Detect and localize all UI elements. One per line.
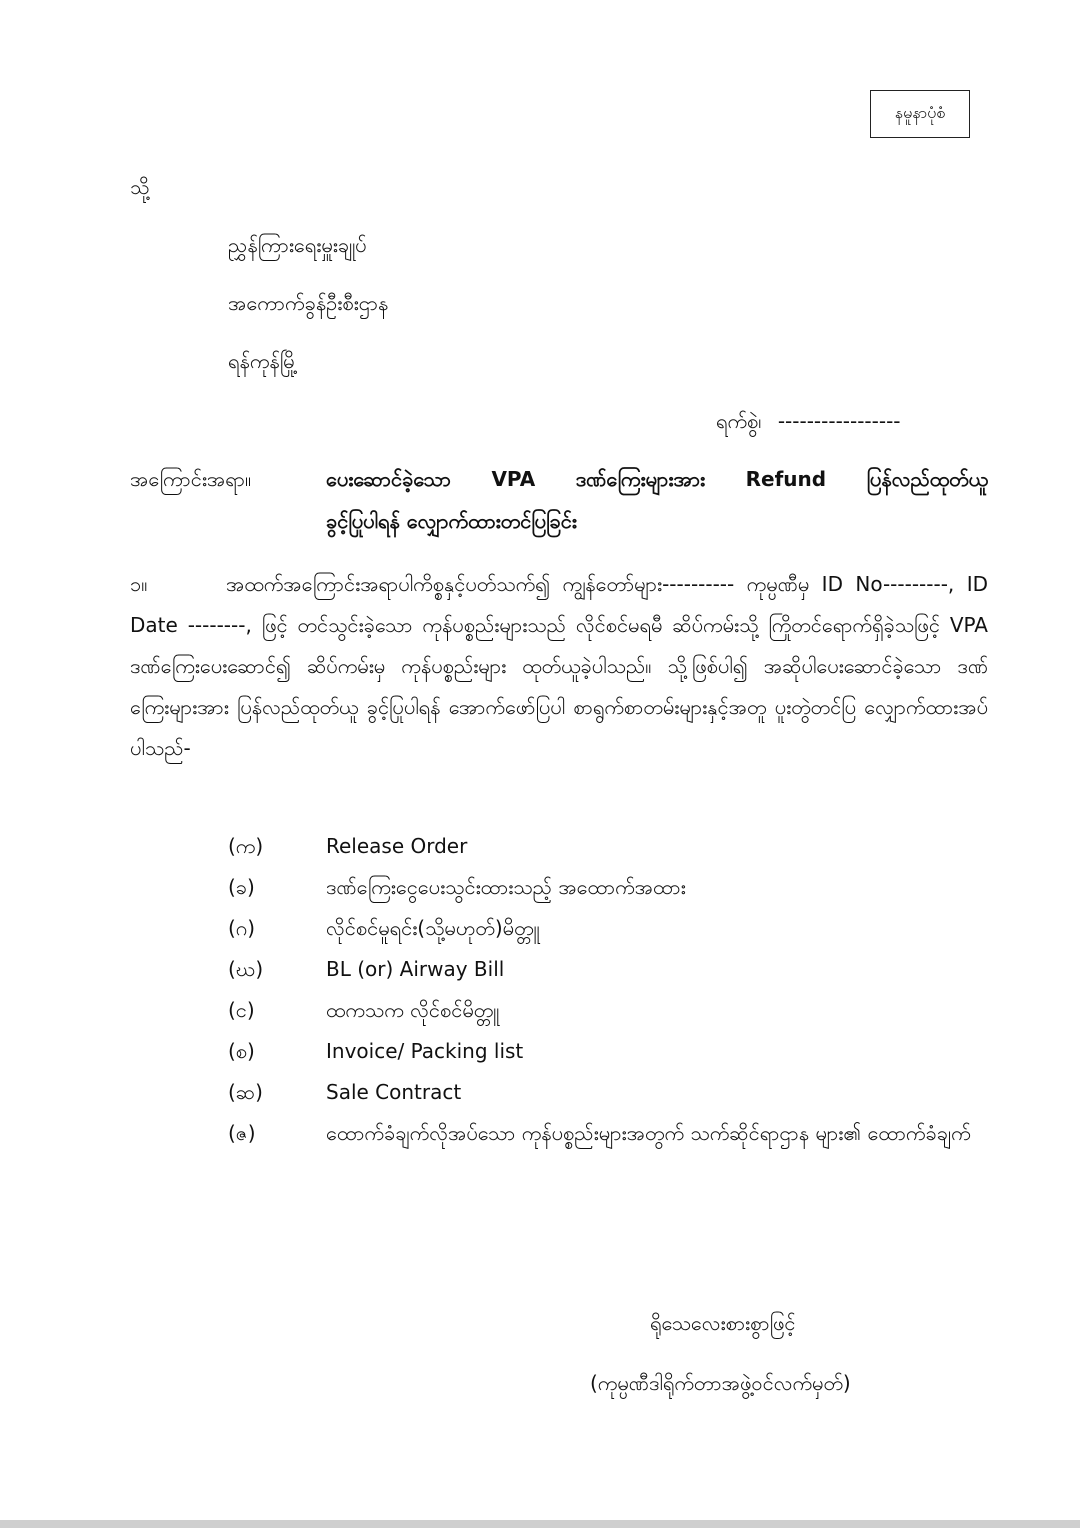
body-paragraph (130, 564, 988, 769)
list-item (228, 1031, 988, 1072)
list-text: ထောက်ခံချက်လိုအပ်သော ကုန်ပစ္စည်းများအတွက် သက်ဆိုင်ရာဌာန များ၏ ထောက်ခံချက် (326, 1121, 971, 1145)
list-marker: (ဃ) (228, 957, 264, 981)
list-marker: (က) (228, 834, 264, 858)
list-marker: (ဆ) (228, 1080, 263, 1104)
list-text: ထကသက လိုင်စင်မိတ္တူ (326, 998, 500, 1022)
list-item (228, 867, 988, 908)
signature-title: (ကုမ္ပဏီဒါရိုက်တာအဖွဲ့ဝင်လက်မှတ်) (590, 1371, 851, 1395)
list-marker: (ဂ) (228, 916, 256, 940)
list-item (228, 949, 988, 990)
date-line (716, 408, 901, 438)
paragraph-text: အထက်အကြောင်းအရာပါကိစ္စနှင့်ပတ်သက်၍ ကျွန်တော်များ---------- ကုမ္ပဏီမှ ID No---------, ID Date --------, ဖြင့် တင်သွင်းခဲ့သော ကုန်ပစ္စည်းများသည် လိုင်စင်မရမီ ဆိပ်ကမ်းသို့ ကြိုတင်ရောက်ရှိခဲ့သဖြင့် VPA ဒဏ်ကြေးပေးဆောင်၍ ဆိပ်ကမ်းမှ ကုန်ပစ္စည်းများ ထုတ်ယူခဲ့ပါသည်။ သို့ဖြစ်ပါ၍ အဆိုပါပေးဆောင်ခဲ့သော ဒဏ်ကြေးများအား ပြန်လည်ထုတ်ယူ ခွင့်ပြုပါရန် အောက်ဖော်ပြပါ စာရွက်စာတမ်းများနှင့်အတူ ပူးတွဲတင်ပြ လျှောက်ထားအပ် ပါသည်- (130, 572, 988, 760)
subject-line-2: ခွင့်ပြုပါရန် လျှောက်ထားတင်ပြခြင်း (326, 509, 577, 533)
list-marker: (စ) (228, 1039, 255, 1063)
list-text: Invoice/ Packing list (326, 1039, 524, 1063)
list-text: ဒဏ်ကြေးငွေပေးသွင်းထားသည့် အထောက်အထား (326, 875, 686, 899)
date-value: ----------------- (777, 409, 901, 433)
paragraph-number: ၁။ (130, 572, 148, 596)
list-marker: (ဇ) (228, 1121, 256, 1145)
list-text: BL (or) Airway Bill (326, 957, 505, 981)
subject-label: အကြောင်းအရာ။ (130, 467, 252, 491)
list-item (228, 826, 988, 867)
list-item (228, 990, 988, 1031)
form-label-box: နမူနာပုံစံ (870, 90, 970, 138)
addressee-line-3: ရန်ကုန်မြို့ (228, 349, 298, 373)
date-label: ရက်စွဲ၊ (716, 409, 762, 433)
signature-closing: ရိုသေလေးစားစွာဖြင့် (650, 1311, 796, 1335)
list-text: Sale Contract (326, 1080, 462, 1104)
attachment-list (228, 826, 988, 1154)
addressee-line-2: အကောက်ခွန်ဦးစီးဌာန (228, 291, 389, 315)
list-item (228, 1113, 988, 1154)
list-item (228, 1072, 988, 1113)
page-bottom-edge (0, 1520, 1080, 1528)
list-text: လိုင်စင်မူရင်း(သို့မဟုတ်)မိတ္တူ (326, 916, 540, 940)
list-item (228, 908, 988, 949)
to-label: သို့ (130, 175, 150, 199)
subject-line-1: ပေးဆောင်ခဲ့သော VPA ဒဏ်ကြေးများအား Refund ပြန်လည်ထုတ်ယူ (326, 467, 988, 491)
addressee-line-1: ညွှန်ကြားရေးမှူးချုပ် (228, 233, 367, 257)
list-marker: (ခ) (228, 875, 255, 899)
list-text: Release Order (326, 834, 468, 858)
list-marker: (င) (228, 998, 255, 1022)
